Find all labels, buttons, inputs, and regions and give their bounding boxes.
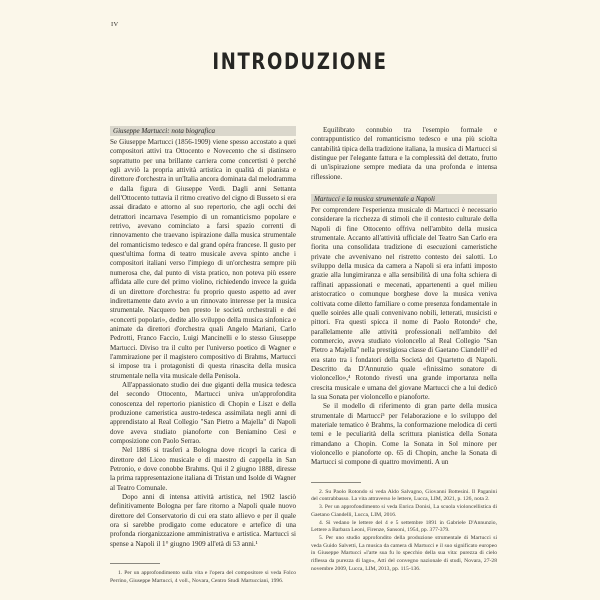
paragraph: Per comprendere l'esperienza musicale di Martucci è necessario considerare la ricchezza di stimoli che il contesto culturale della Napoli di fine Ottocento offriva nell'ambito della musica strumentale. Accanto all'attività ufficiale del Teatro San Carlo era fiorita una consolidata tradizione di esecuzioni cameristiche private che avvenivano nel ristretto contesto dei salotti. Lo sviluppo della musica da camera a Napoli si era infatti imposto grazie alla lungimiranza e alla sensibilità di una folta schiera di raffinati appassionati e mecenati, appartenenti a quel milieu aristocratico o comunque borghese dove la musica veniva coltivata come diletto familiare o come presenza fondamentale in quelle soirées alle quali convenivano nobili, letterati, musicisti e pittori. Fra questi spicca il nome di Paolo Rotondo² che, parallelamente alle attività professionali nell'ambito del commercio, aveva studiato violoncello al Real Collegio "San Pietro a Majella" nella prestigiosa classe di Gaetano Ciandelli³ ed era stato tra i fondatori della Società del Quartetto di Napoli. Descritto da D'Annunzio quale «finissimo sonatore di violoncello»,⁴ Rotondo rivestì una grande importanza nella crescita musicale e umana del giovane Martucci che a lui dedicò la sua Sonata per violoncello e pianoforte. xyxy=(311,206,497,401)
footnote: 1. Per un approfondimento sulla vita e l'opera del compositore si veda Folco Perrino, Giuseppe Martucci, 4 voll., Novara, Centro Studi Martucciani, 1996. xyxy=(110,570,296,584)
footnotes-right xyxy=(311,482,497,574)
footnote-divider xyxy=(311,482,361,483)
right-column xyxy=(311,126,497,573)
footnote: 4. Si vedano le lettere del 4 e 5 settembre 1891 in Gabriele D'Annunzio, Lettere a Barbara Leoni, Firenze, Sansoni, 1954, pp. 377-379. xyxy=(311,519,497,534)
page-number: IV xyxy=(111,21,119,28)
section-heading-naples: Martucci e la musica strumentale a Napoli xyxy=(311,194,497,204)
footnotes-left xyxy=(110,549,296,585)
section-heading-biography: Giuseppe Martucci: nota biografica xyxy=(110,126,296,136)
left-column xyxy=(110,126,296,586)
left-body xyxy=(110,126,296,549)
paragraph: Se il modello di riferimento di gran parte della musica strumentale di Martucci⁵ per l'elaborazione e lo sviluppo del materiale tematico è Brahms, la conformazione melodica di certi temi e le peculiarità della scrittura pianistica della Sonata rimandano a Chopin. Come la Sonata in Sol minore per violoncello e pianoforte op. 65 di Chopin, anche la Sonata di Martucci si compone di quattro movimenti. A un xyxy=(311,402,497,467)
paragraph: Dopo anni di intensa attività artistica, nel 1902 lasciò definitivamente Bologna per fare ritorno a Napoli quale nuovo direttore del Conservatorio di cui era stato allievo e per il quale ora si sarebbe prodigato come educatore e artefice di una profonda riorganizzazione amministrativa e artistica. Martucci si spense a Napoli il 1° giugno 1909 all'età di 53 anni.¹ xyxy=(110,493,296,548)
paragraph: All'appassionato studio dei due giganti della musica tedesca del secondo Ottocento, Martucci univa un'approfondita conoscenza del repertorio pianistico di Chopin e Liszt e della produzione cameristica austro-tedesca assimilata negli anni di apprendistato al Real Collegio "San Pietro a Majella" di Napoli dove aveva studiato pianoforte con Beniamino Cesi e composizione con Paolo Serrao. xyxy=(110,380,296,445)
right-body xyxy=(311,126,497,468)
paragraph: Nel 1886 si trasferì a Bologna dove ricoprì la carica di direttore del Liceo musicale e di maestro di cappella in San Petronio, e dove conobbe Brahms. Qui il 2 giugno 1888, diresse la prima rappresentazione italiana di Tristan und Isolde di Wagner al Teatro Comunale. xyxy=(110,446,296,492)
footnote: 5. Per uno studio approfondito della produzione strumentale di Martucci si veda Guido Salvetti, La musica da camera di Martucci e il suo significato europeo in Giuseppe Martucci «l'arte sua fu lo specchio della sua vita: purezza di cielo riflessa da purezza di lago», Atti del convegno nazionale di studi, Novara, 27-28 novembre 2009, Lucca, LIM, 2013, pp. 115-136. xyxy=(311,534,497,572)
footnote-divider xyxy=(110,563,160,564)
paragraph: Equilibrato connubio tra l'esempio formale e contrappuntistico del romanticismo tedesco e una più sciolta cantabilità tipica della tradizione italiana, la musica di Martucci si distingue per l'elegante fattura e la complessità del dettato, frutto di un'ispirazione sempre mediata da una profonda e intensa riflessione. xyxy=(311,126,497,181)
paragraph: Se Giuseppe Martucci (1856-1909) viene spesso accostato a quei compositori attivi tra Ottocento e Novecento che si distinsero soprattutto per una brillante carriera come concertisti è perché egli avviò la propria attività artistica in qualità di pianista e direttore d'orchestra in un'Italia ancora dominata dal melodramma e dalla figura di Giuseppe Verdi. Dagli anni Settanta dell'Ottocento tuttavia il ritmo creativo del cigno di Busseto si era assai diradato e attorno al suo repertorio, che agli occhi dei detrattori incarnava l'esempio di un romanticismo popolare e retrivo, avevano cominciato a farsi spazio correnti di rinnovamento che traevano ispirazione dalla musica strumentale del romanticismo tedesco e dal grand opéra francese. Il gusto per quest'ultima forma di teatro musicale aveva spinto anche i compositori italiani verso l'impiego di un'orchestra sempre più numerosa che, dal punto di vista pratico, non poteva più essere affidata alle cure del primo violino, richiedendo invece la guida di un direttore d'orchestra: fu proprio questo aspetto ad aver indirettamente dato avvio a un rinnovato interesse per la musica strumentale. Nacquero ben presto le società orchestrali e dei «concerti popolari», dedite allo sviluppo della musica sinfonica e animate da direttori d'orchestra quali Angelo Mariani, Carlo Pedrotti, Franco Faccio, Luigi Mancinelli e lo stesso Giuseppe Martucci. Diviso tra il culto per l'universo poetico di Wagner e l'ammirazione per il magistero compositivo di Brahms, Martucci si impose tra i protagonisti di questa rinascita della musica strumentale nella vita musicale della Penisola. xyxy=(110,138,296,380)
page-title: INTRODUZIONE xyxy=(212,50,388,75)
footnote: 3. Per un approfondimento si veda Enrica Donisi, La scuola violoncellistica di Gaetano Ciandelli, Lucca, LIM, 2016. xyxy=(311,504,497,518)
footnote: 2. Su Paolo Rotondo si veda Aldo Salvagno, Giovanni Bottesini. Il Paganini del contrabbasso. La vita attraverso le lettere, Lucca, LIM, 2021, p. 126, nota 2. xyxy=(311,488,497,503)
